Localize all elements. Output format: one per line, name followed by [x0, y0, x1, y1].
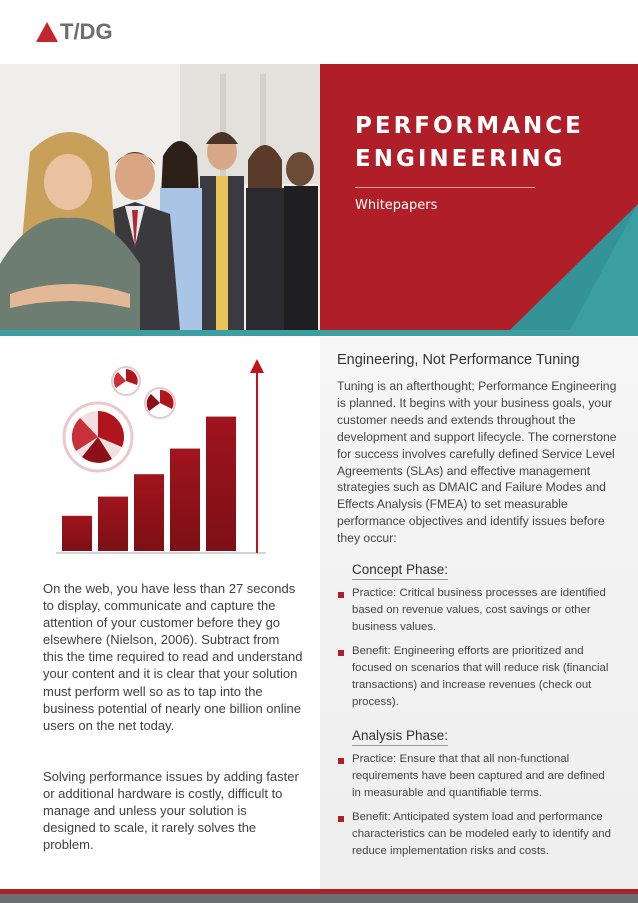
hero-banner — [0, 64, 638, 336]
pie-gauge-small-icon — [112, 367, 140, 395]
chart-bar — [98, 497, 128, 551]
analysis-bullet-practice: Practice: Ensure that that all non-functional requirements have been captured and are defined in measurable and quantifiable terms. — [352, 753, 605, 799]
tdg-logo — [36, 21, 113, 43]
section-heading: Engineering, Not Performance Tuning — [337, 352, 580, 368]
page-title — [355, 110, 584, 176]
logo-triangle-icon — [36, 22, 58, 42]
bullet-square-icon — [338, 758, 344, 764]
page-subtitle: Whitepapers — [355, 198, 438, 213]
growth-chart-illustration — [50, 355, 270, 565]
pie-gauge-mini-icon — [145, 388, 175, 418]
chart-bar — [206, 417, 236, 551]
intro-paragraph: Tuning is an afterthought; Performance Engineering is planned. It begins with your business goals, your customer needs and extends throughout the development and support lifecycle. The cornerstone for success involves carefully defined Service Level Agreements (SLAs) and effective management strategies such as DMAIC and Failure Modes and Effects Analysis (FMEA) to set measurable performance objectives and identify issues before they occur: — [337, 379, 617, 546]
bullet-square-icon — [338, 650, 344, 656]
bullet-square-icon — [338, 592, 344, 598]
title-divider — [355, 187, 535, 188]
footer-gray-bar — [0, 894, 638, 903]
bullet-square-icon — [338, 816, 344, 822]
left-paragraph-1: On the web, you have less than 27 seconds to display, communicate and capture the attention of your customer before they go elsewhere (Nielson, 2006). Subtract from this the time required to read and understand your content and it is clear that your solution must perform well so as to tap into the business potential of nearly one billion online users on the net today. — [43, 581, 303, 733]
chart-bar — [134, 474, 164, 551]
chart-bar — [62, 516, 92, 551]
teal-corner-shape — [320, 64, 638, 330]
title-line-2: ENGINEERING — [355, 146, 566, 172]
logo-text: T/DG — [60, 19, 113, 44]
pie-gauge-icon — [64, 403, 132, 471]
chart-arrow-head-icon — [250, 359, 264, 373]
analysis-bullet-benefit: Benefit: Anticipated system load and performance characteristics can be modeled early to identify and reduce implementation risks and costs. — [352, 811, 611, 857]
left-paragraph-2: Solving performance issues by adding faster or additional hardware is costly, difficult to manage and unless your solution is designed to scale, it rarely solves the problem. — [43, 769, 299, 853]
team-photo — [0, 64, 320, 330]
hero-bottom-strip — [0, 330, 638, 336]
analysis-phase-title: Analysis Phase: — [352, 728, 448, 746]
hero-title-panel — [320, 64, 638, 330]
team-photo-illustration — [0, 64, 320, 330]
concept-bullet-benefit: Benefit: Engineering efforts are prioritized and focused on scenarios that will reduce risk (financial transactions) and increase revenues (check out process). — [352, 645, 609, 708]
concept-phase-title: Concept Phase: — [352, 562, 448, 580]
chart-bar — [170, 449, 200, 551]
title-line-1: PERFORMANCE — [355, 113, 584, 139]
concept-bullet-practice: Practice: Critical business processes are identified based on revenue values, cost savings or other business values. — [352, 587, 606, 633]
